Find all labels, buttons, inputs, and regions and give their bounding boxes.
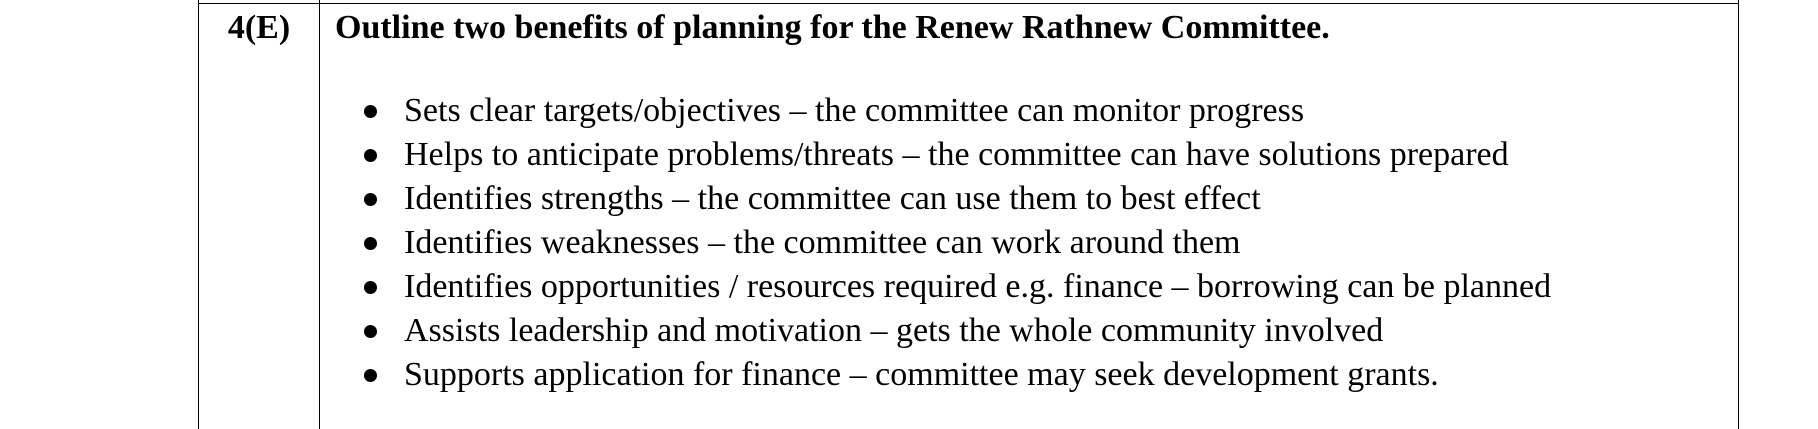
bullet-icon (364, 281, 377, 294)
answer-text: Sets clear targets/objectives – the committee can monitor progress (404, 92, 1305, 129)
answer-text: Identifies opportunities / resources required e.g. finance – borrowing can be planned (404, 268, 1552, 305)
answer-text: Identifies weaknesses – the committee can work around them (404, 224, 1241, 261)
answer-list (364, 89, 1551, 397)
answer-item (364, 353, 1551, 397)
question-number: 4(E) (227, 9, 291, 46)
bullet-icon (364, 369, 377, 382)
answer-text: Helps to anticipate problems/threats – the committee can have solutions prepared (404, 136, 1509, 173)
answer-item (364, 265, 1551, 309)
table-right-border (1738, 0, 1739, 429)
answer-item (364, 89, 1551, 133)
answer-text: Identifies strengths – the committee can use them to best effect (404, 180, 1261, 217)
table-top-border (198, 3, 1739, 4)
bullet-icon (364, 193, 377, 206)
answer-text: Assists leadership and motivation – gets the whole community involved (404, 312, 1384, 349)
answer-item (364, 221, 1551, 265)
bullet-icon (364, 237, 377, 250)
table-left-border (198, 0, 199, 429)
bullet-icon (364, 325, 377, 338)
answer-item (364, 177, 1551, 221)
bullet-icon (364, 105, 377, 118)
answer-item (364, 133, 1551, 177)
bullet-icon (364, 149, 377, 162)
answer-text: Supports application for finance – committee may seek development grants. (404, 356, 1439, 393)
column-divider (319, 0, 320, 429)
question-text: Outline two benefits of planning for the Renew Rathnew Committee. (335, 9, 1330, 46)
answer-item (364, 309, 1551, 353)
